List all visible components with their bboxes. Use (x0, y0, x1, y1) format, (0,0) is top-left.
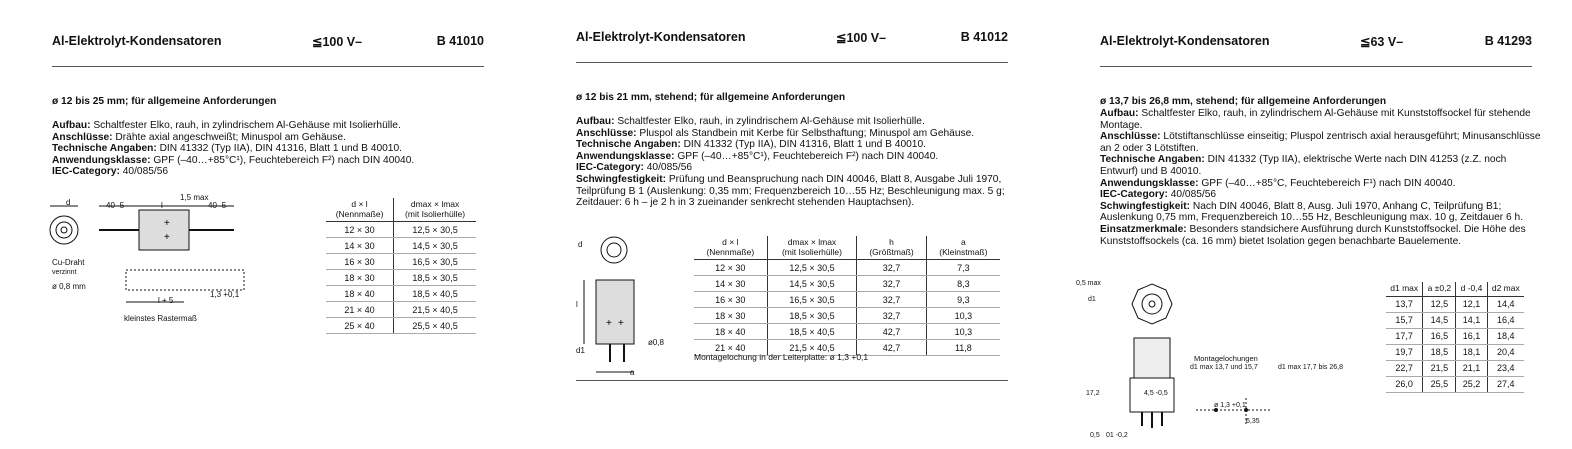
table-cell: 9,3 (926, 292, 1000, 308)
spec-key: IEC-Category: (1100, 189, 1168, 201)
col-nenn: d × l (Nennmaße) (326, 198, 394, 222)
table-cell: 11,8 (926, 340, 1000, 356)
subtitle: ø 12 bis 25 mm; für allgemeine Anforderungen (52, 96, 277, 107)
table-cell: 18 × 30 (326, 270, 394, 286)
table-cell: 42,7 (857, 340, 926, 356)
table-row (326, 302, 476, 318)
part-code: B 41012 (960, 30, 1008, 44)
radial-capacitor-drawing (574, 232, 684, 382)
spec-key: Aufbau: (52, 120, 91, 131)
table-cell: 21,5 (1423, 360, 1456, 376)
spec-key: Anschlüsse: (52, 131, 113, 143)
col-a: a ±0,2 (1423, 282, 1456, 296)
table-row (694, 324, 1000, 340)
voltage: ≦100 V– (312, 35, 363, 49)
label-d: d (66, 198, 71, 207)
spec-line (1100, 178, 1542, 190)
spec-value: Schaltfester Elko, rauh, in zylindrischem Al-Gehäuse mit Isolierhülle. (90, 120, 401, 131)
table-cell: 14,5 × 30,5 (394, 238, 476, 254)
table-row (1386, 296, 1524, 312)
spec-line (576, 116, 1018, 128)
spec-key: Anwendungsklasse: (1100, 177, 1199, 189)
table-cell: 18,5 × 30,5 (394, 270, 476, 286)
table-cell: 27,4 (1487, 376, 1524, 392)
table-cell: 16 × 30 (694, 292, 767, 308)
table-cell: 21 × 40 (326, 302, 394, 318)
voltage: ≦100 V– (836, 31, 887, 45)
title: Al-Elektrolyt-Kondensatoren (1100, 34, 1270, 48)
table-cell: 26,0 (1386, 376, 1423, 392)
subtitle: ø 13,7 bis 26,8 mm, stehend; für allgemeine Anforderungen (1100, 96, 1387, 107)
svg-text:+: + (618, 318, 624, 329)
title: Al-Elektrolyt-Kondensatoren (576, 30, 746, 44)
table-cell: 12 × 30 (326, 222, 394, 238)
label-raster: kleinstes Rastermaß (124, 314, 197, 323)
label-d1: d1 (1088, 296, 1096, 303)
label-montage: Montagelochungen (1194, 354, 1258, 363)
divider (52, 66, 484, 67)
col-max: dmax × lmax (mit Isolierhülle) (767, 236, 857, 260)
dimension-table (1386, 282, 1524, 393)
label-d: d (578, 240, 583, 249)
table-row (694, 308, 1000, 324)
table-cell: 16,4 (1487, 312, 1524, 328)
spec-value: GPF (–40…+85°C, Feuchtebereich F¹) nach DIN 40040. (1198, 177, 1456, 189)
table-cell: 7,3 (926, 260, 1000, 276)
header (52, 34, 484, 52)
table-row (694, 276, 1000, 292)
spec-line (52, 132, 494, 144)
spec-key: Anwendungsklasse: (52, 154, 151, 166)
svg-text:+: + (164, 232, 170, 243)
divider-bottom (576, 380, 1008, 381)
svg-text:+: + (606, 318, 612, 329)
label-m1: d1 max 13,7 und 15,7 (1190, 364, 1258, 371)
spec-value: Pluspol als Standbein mit Kerbe für Selbsthaftung; Minuspol am Gehäuse. (636, 127, 975, 139)
label-635: 6,35 (1246, 418, 1260, 425)
spec-line (52, 143, 494, 155)
table-cell: 16 × 30 (326, 254, 394, 270)
table-cell: 21,1 (1456, 360, 1487, 376)
spec-line (576, 128, 1018, 140)
spec-value: Schaltfester Elko, rauh, in zylindrischem Al-Gehäuse mit Kunststoffsockel für stehende Montage. (1100, 108, 1531, 131)
table-cell: 12,5 (1423, 296, 1456, 312)
spec-key: Anschlüsse: (576, 127, 637, 139)
mounting-note: Montagelochung in der Leiterplatte: ø 1,3 +0,1 (694, 352, 869, 362)
table-cell: 19,7 (1386, 344, 1423, 360)
col-h: h (Größtmaß) (857, 236, 926, 260)
table-cell: 16,5 (1423, 328, 1456, 344)
table-cell: 10,3 (926, 324, 1000, 340)
label-a: a (630, 368, 635, 377)
table-cell: 32,7 (857, 292, 926, 308)
table-row (1386, 360, 1524, 376)
spec-text (576, 116, 1018, 209)
table-cell: 18 × 40 (326, 286, 394, 302)
spec-line (1100, 154, 1542, 177)
table-row (326, 318, 476, 334)
spec-line (1100, 108, 1542, 131)
label-455: 4,5 -0,5 (1144, 390, 1168, 397)
spec-value: DIN 41332 (Typ IIA), elektrische Werte nach DIN 41253 (z.Z. noch Entwurf) und B 40010. (1100, 154, 1507, 177)
table-row (326, 238, 476, 254)
spec-key: IEC-Category: (576, 162, 644, 174)
table-cell: 13,7 (1386, 296, 1423, 312)
table-cell: 22,7 (1386, 360, 1423, 376)
datasheet-b41012 (524, 0, 1048, 449)
spec-key: Aufbau: (1100, 108, 1139, 119)
table-cell: 18 × 40 (694, 324, 767, 340)
table-cell: 18,1 (1456, 344, 1487, 360)
subtitle: ø 12 bis 21 mm, stehend; für allgemeine Anforderungen (576, 92, 846, 103)
dimension-table (326, 198, 476, 334)
table-cell: 21,5 × 40,5 (394, 302, 476, 318)
table-cell: 18,5 (1423, 344, 1456, 360)
header (1100, 34, 1532, 52)
table-cell: 12,5 × 30,5 (767, 260, 857, 276)
label-05max: 0,5 max (1076, 280, 1101, 287)
table-row (694, 292, 1000, 308)
table-cell: 21,5 × 40,5 (767, 340, 857, 356)
spec-value: Nach DIN 40046, Blatt 8, Ausg. Juli 1970, Anhang C, Teilprüfung B1; Auslenkung 0,75 mm, Frequenzbereich 10…55 Hz, Beschleunigung max. 10 g, Zeitdauer 6 h. (1100, 200, 1524, 224)
spec-line (576, 174, 1018, 209)
table-row (1386, 344, 1524, 360)
table-row (1386, 328, 1524, 344)
spec-key: Aufbau: (576, 116, 615, 127)
spec-value: DIN 41332 (Typ IIA), DIN 41316, Blatt 1 und B 40010. (156, 143, 402, 155)
spec-value: Schaltfester Elko, rauh, in zylindrischem Al-Gehäuse mit Isolierhülle. (614, 116, 925, 127)
table-cell: 25 × 40 (326, 318, 394, 334)
table-cell: 32,7 (857, 276, 926, 292)
table-cell: 12,5 × 30,5 (394, 222, 476, 238)
label-cu: Cu-Draht (52, 258, 85, 267)
label-05: 0,5 (1090, 432, 1100, 439)
spec-key: Technische Angaben: (52, 143, 157, 155)
spec-key: Technische Angaben: (1100, 154, 1205, 166)
spec-value: GPF (–40…+85°C¹), Feuchtebereich F²) nach DIN 40040. (674, 150, 939, 162)
table-row (326, 286, 476, 302)
label-dia: ø0,8 (648, 338, 665, 347)
label-40b: 40 -5 (208, 201, 227, 210)
table-cell: 10,3 (926, 308, 1000, 324)
spec-key: Einsatzmerkmale: (1100, 223, 1187, 235)
table-cell: 25,5 (1423, 376, 1456, 392)
table-cell: 12 × 30 (694, 260, 767, 276)
voltage: ≦63 V– (1360, 35, 1404, 49)
spec-line (576, 151, 1018, 163)
table-cell: 14,5 × 30,5 (767, 276, 857, 292)
spec-value: DIN 41332 (Typ IIA), DIN 41316, Blatt 1 und B 40010. (680, 139, 926, 151)
table-cell: 17,7 (1386, 328, 1423, 344)
table-row (326, 254, 476, 270)
table-row (1386, 312, 1524, 328)
spec-key: Schwingfestigkeit: (1100, 200, 1191, 212)
part-code: B 41010 (436, 34, 484, 48)
spec-value: Besonders standsichere Ausführung durch Kunststoffsockel. Die Höhe des Kunststoffsockels (ca. 16 mm) bietet Isolation gegen benachbarte Bauelemente. (1100, 223, 1526, 247)
svg-text:+: + (164, 218, 170, 229)
spec-line (1100, 131, 1542, 154)
label-l: l (161, 201, 163, 210)
datasheet-b41010 (0, 0, 524, 449)
table-cell: 8,3 (926, 276, 1000, 292)
table-cell: 21 × 40 (694, 340, 767, 356)
label-d1: d1 (576, 346, 585, 355)
label-max: 1,5 max (180, 193, 209, 202)
spec-value: 40/085/56 (1167, 189, 1217, 201)
col-d2max: d2 max (1487, 282, 1524, 296)
table-cell: 14,4 (1487, 296, 1524, 312)
label-01: 01 -0,2 (1106, 432, 1128, 439)
table-cell: 15,7 (1386, 312, 1423, 328)
label-40a: 40 -5 (106, 201, 125, 210)
spec-line (1100, 201, 1542, 224)
table-cell: 14,5 (1423, 312, 1456, 328)
table-cell: 16,5 × 30,5 (767, 292, 857, 308)
table-cell: 18,5 × 40,5 (394, 286, 476, 302)
table-cell: 14 × 30 (326, 238, 394, 254)
label-m2: d1 max 17,7 bis 26,8 (1278, 364, 1343, 371)
table-cell: 18,4 (1487, 328, 1524, 344)
table-cell: 32,7 (857, 260, 926, 276)
label-hole: ø 1,3 +0,1 (1214, 402, 1246, 409)
table-cell: 32,7 (857, 308, 926, 324)
spec-line (576, 139, 1018, 151)
part-code: B 41293 (1484, 34, 1532, 48)
table-row (1386, 376, 1524, 392)
table-cell: 16,5 × 30,5 (394, 254, 476, 270)
col-nenn: d × l (Nennmaße) (694, 236, 767, 260)
label-verzinnt: verzinnt (52, 269, 77, 276)
dimension-table (694, 236, 1000, 356)
label-l: l (576, 300, 578, 309)
header (576, 30, 1008, 48)
spec-line (1100, 189, 1542, 201)
table-cell: 25,5 × 40,5 (394, 318, 476, 334)
spec-value: 40/085/56 (643, 162, 693, 174)
table-cell: 18 × 30 (694, 308, 767, 324)
table-cell: 18,5 × 30,5 (767, 308, 857, 324)
spec-line (1100, 224, 1542, 247)
divider (576, 62, 1008, 63)
col-a: a (Kleinstmaß) (926, 236, 1000, 260)
spec-key: Technische Angaben: (576, 139, 681, 151)
spec-text (1100, 108, 1542, 247)
spec-value: 40/085/56 (119, 166, 169, 178)
table-cell: 20,4 (1487, 344, 1524, 360)
spec-value: Prüfung und Beanspruchung nach DIN 40046, Blatt 8, Ausgabe Juli 1970, Teilprüfung B 1 (Auslenkung: 0,35 mm; Frequenzbereich 10…55 Hz; Beschleunigung max. 5 g; Zeitdauer: 6 h – je 2 h in 3 zueinander senkrecht stehenden Hauptachsen). (576, 173, 1005, 209)
spec-key: Anwendungsklasse: (576, 150, 675, 162)
table-cell: 14,1 (1456, 312, 1487, 328)
table-cell: 12,1 (1456, 296, 1487, 312)
spec-line (52, 166, 494, 178)
label-tol: 1,3 +0,1 (210, 290, 240, 299)
spec-key: Schwingfestigkeit: (576, 173, 667, 185)
col-max: dmax × lmax (mit Isolierhülle) (394, 198, 476, 222)
table-cell: 14 × 30 (694, 276, 767, 292)
spec-value: Lötstiftanschlüsse einseitig; Pluspol zentrisch axial herausgeführt; Minusanschlüsse an 2 oder 3 Lötstiften. (1100, 131, 1541, 154)
spec-line (52, 155, 494, 167)
spec-value: Drähte axial angeschweißt; Minuspol am Gehäuse. (112, 131, 346, 143)
col-d: d -0,4 (1456, 282, 1487, 296)
spec-key: Anschlüsse: (1100, 131, 1161, 143)
spec-key: IEC-Category: (52, 166, 120, 178)
label-172: 17,2 (1086, 390, 1100, 397)
label-l5: l + 5 (158, 296, 174, 305)
table-row (326, 222, 476, 238)
table-cell: 16,1 (1456, 328, 1487, 344)
col-d1max: d1 max (1386, 282, 1423, 296)
spec-text (52, 120, 494, 178)
datasheet-b41293 (1048, 0, 1572, 449)
table-cell: 23,4 (1487, 360, 1524, 376)
divider (1100, 66, 1532, 67)
spec-line (52, 120, 494, 132)
table-cell: 18,5 × 40,5 (767, 324, 857, 340)
table-row (694, 260, 1000, 276)
table-cell: 25,2 (1456, 376, 1487, 392)
label-dia: ø 0,8 mm (52, 282, 86, 291)
spec-value: GPF (–40…+85°C¹), Feuchtebereich F²) nach DIN 40040. (150, 154, 415, 166)
spec-line (576, 162, 1018, 174)
table-row (326, 270, 476, 286)
table-cell: 42,7 (857, 324, 926, 340)
title: Al-Elektrolyt-Kondensatoren (52, 34, 222, 48)
